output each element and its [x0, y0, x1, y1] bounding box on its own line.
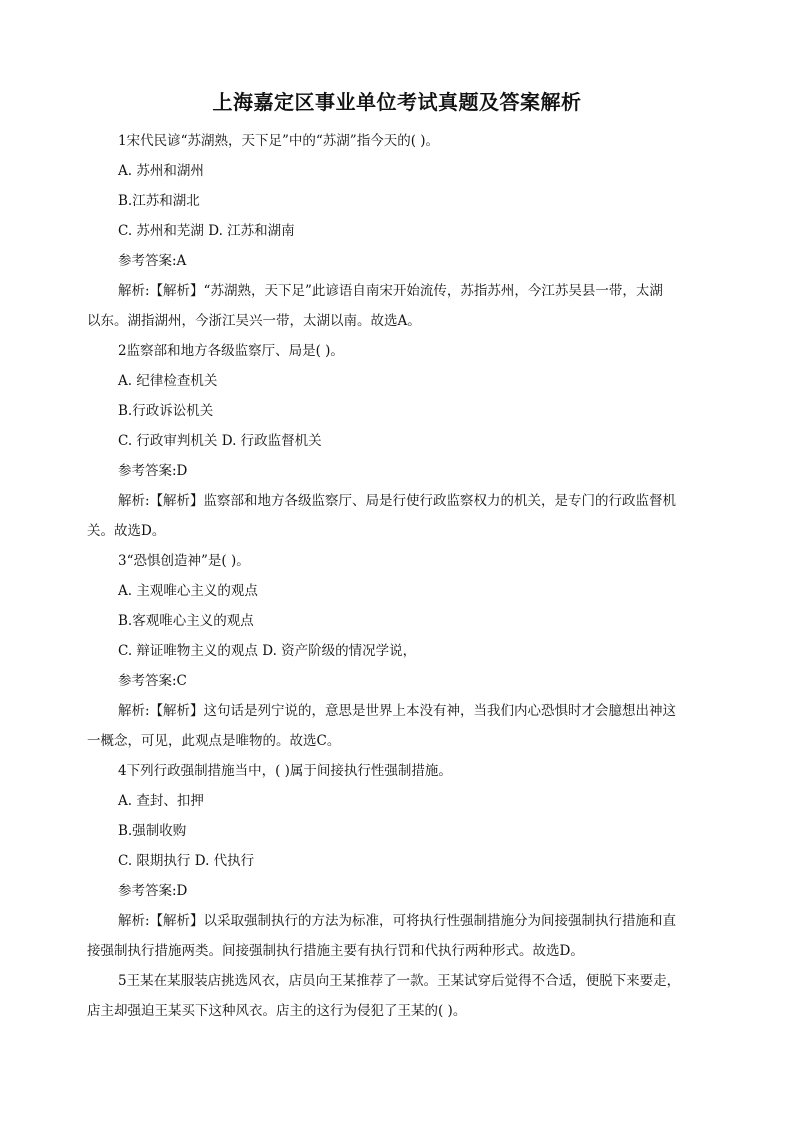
analysis-line: 解析:【解析】监察部和地方各级监察厅、局是行使行政监察权力的机关，是专门的行政监督机: [118, 493, 677, 509]
question-stem: 3“恐惧创造神”是( )。: [118, 553, 250, 569]
document-title: 上海嘉定区事业单位考试真题及答案解析: [212, 90, 582, 114]
question-stem: 1宋代民谚“苏湖熟，天下足”中的“苏湖”指今天的( )。: [118, 133, 440, 149]
option: B.客观唯心主义的观点: [118, 613, 254, 629]
option: C. 苏州和芜湖 D. 江苏和湖南: [118, 223, 295, 239]
question-stem: 4下列行政强制措施当中，( )属于间接执行性强制措施。: [118, 763, 452, 779]
analysis-line: 解析:【解析】“苏湖熟，天下足”此谚语自南宋开始流传，苏指苏州，今江苏吴县一带，太湖: [118, 283, 663, 299]
option: C. 行政审判机关 D. 行政监督机关: [118, 433, 322, 449]
document-body: [87, 130, 702, 1030]
analysis-line: 关。故选D。: [87, 523, 166, 539]
question-stem: 2监察部和地方各级监察厅、局是( )。: [118, 343, 344, 359]
question-stem-continued: 店主却强迫王某买下这种风衣。店主的这行为侵犯了王某的( )。: [87, 1003, 467, 1019]
option: C. 限期执行 D. 代执行: [118, 853, 255, 869]
question-stem: 5王某在某服装店挑选风衣，店员向王某推荐了一款。王某试穿后觉得不合适，便脱下来要走，: [118, 973, 681, 989]
option: C. 辩证唯物主义的观点 D. 资产阶级的情况学说，: [118, 643, 417, 659]
option: B.江苏和湖北: [118, 193, 200, 209]
option: A. 苏州和湖州: [118, 163, 204, 179]
analysis-line: 以东。湖指湖州，今浙江吴兴一带，太湖以南。故选A。: [87, 313, 421, 329]
analysis-line: 一概念，可见，此观点是唯物的。故选C。: [87, 733, 341, 749]
answer: 参考答案:D: [118, 883, 188, 899]
answer: 参考答案:D: [118, 463, 188, 479]
option: B.行政诉讼机关: [118, 403, 214, 419]
answer: 参考答案:A: [118, 253, 187, 269]
answer: 参考答案:C: [118, 673, 187, 689]
option: B.强制收购: [118, 823, 187, 839]
analysis-line: 解析:【解析】以采取强制执行的方法为标准，可将执行性强制措施分为间接强制执行措施和直: [118, 913, 677, 929]
analysis-line: 解析:【解析】这句话是列宁说的，意思是世界上本没有神，当我们内心恐惧时才会臆想出神这: [118, 703, 677, 719]
option: A. 查封、扣押: [118, 793, 204, 809]
option: A. 纪律检查机关: [118, 373, 218, 389]
option: A. 主观唯心主义的观点: [118, 583, 258, 599]
analysis-line: 接强制执行措施两类。间接强制执行措施主要有执行罚和代执行两种形式。故选D。: [87, 943, 584, 959]
